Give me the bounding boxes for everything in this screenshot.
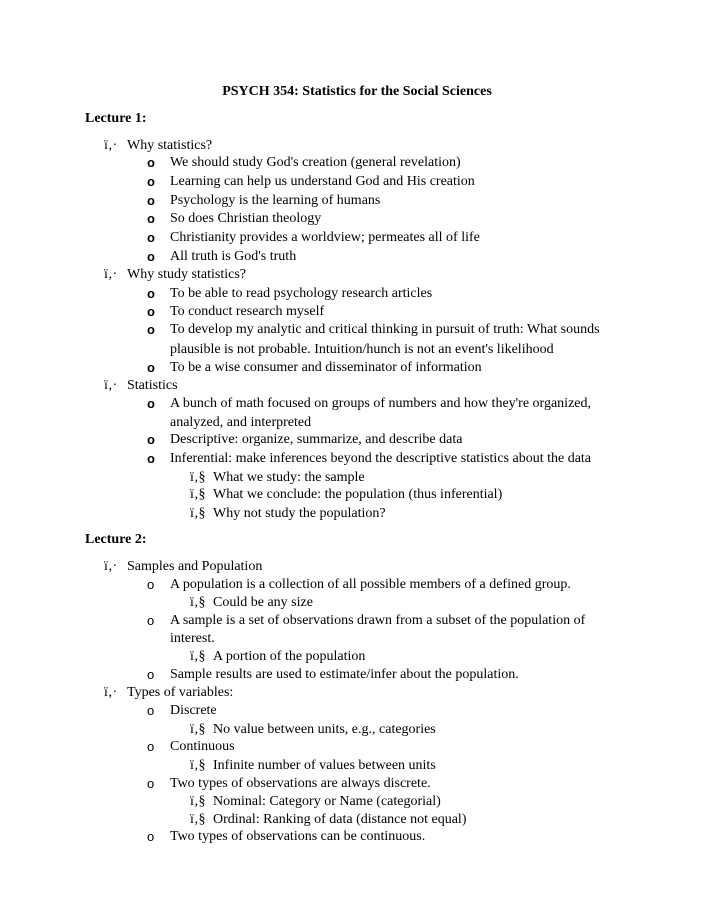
list-item: Two types of observations are always discrete. [170,776,431,791]
sub-sub-bullet-marker: ï‚§ [190,487,206,502]
list-item: Statistics [127,378,178,393]
list-item: All truth is God's truth [170,249,297,264]
sub-sub-bullet-marker: ï‚§ [190,794,206,809]
list-item-continuation: plausible is not probable. Intuition/hunch is not an event's likelihood [170,342,554,357]
sub-bullet-marker: o [147,667,155,682]
list-item: To conduct research myself [170,304,325,319]
sub-bullet-marker: o [147,230,155,245]
sub-bullet-marker: o [147,174,155,189]
list-item: A bunch of math focused on groups of numbers and how they're organized, [170,396,591,411]
list-item-continuation: interest. [170,631,215,646]
list-item: Nominal: Category or Name (categorial) [213,794,441,809]
list-item: What we study: the sample [213,470,365,485]
bullet-marker: ï‚· [104,559,118,574]
sub-sub-bullet-marker: ï‚§ [190,722,206,737]
sub-bullet-marker: o [147,396,155,411]
sub-bullet-marker: o [147,286,155,301]
sub-sub-bullet-marker: ï‚§ [190,506,206,521]
sub-bullet-marker: o [147,577,155,592]
sub-bullet-marker: o [147,304,155,319]
list-item: Descriptive: organize, summarize, and describe data [170,432,463,447]
sub-bullet-marker: o [147,776,155,791]
sub-sub-bullet-marker: ï‚§ [190,595,206,610]
list-item: To develop my analytic and critical thinking in pursuit of truth: What sounds [170,322,600,337]
list-item-continuation: analyzed, and interpreted [170,415,312,430]
sub-sub-bullet-marker: ï‚§ [190,812,206,827]
list-item: Sample results are used to estimate/infer about the population. [170,667,519,682]
sub-sub-bullet-marker: ï‚§ [190,649,206,664]
sub-bullet-marker: o [147,211,155,226]
bullet-marker: ï‚· [104,378,118,393]
list-item: Types of variables: [127,685,234,700]
list-item: A portion of the population [213,649,366,664]
list-item: Samples and Population [127,559,263,574]
list-item: Why statistics? [127,138,213,153]
list-item: A population is a collection of all possible members of a defined group. [170,577,571,592]
list-item: Ordinal: Ranking of data (distance not equal) [213,812,467,827]
list-item: Why not study the population? [213,506,386,521]
sub-bullet-marker: o [147,322,155,337]
list-item: Psychology is the learning of humans [170,193,381,208]
list-item: To be a wise consumer and disseminator of information [170,360,482,375]
lecture-2-heading: Lecture 2: [85,532,147,547]
sub-bullet-marker: o [147,360,155,375]
bullet-marker: ï‚· [104,138,118,153]
bullet-marker: ï‚· [104,685,118,700]
document-title: PSYCH 354: Statistics for the Social Sciences [222,84,492,99]
sub-bullet-marker: o [147,739,155,754]
list-item: Christianity provides a worldview; permeates all of life [170,230,480,245]
bullet-marker: ï‚· [104,267,118,282]
sub-bullet-marker: o [147,432,155,447]
sub-bullet-marker: o [147,613,155,628]
sub-sub-bullet-marker: ï‚§ [190,470,206,485]
list-item: Why study statistics? [127,267,246,282]
list-item: To be able to read psychology research articles [170,286,433,301]
sub-bullet-marker: o [147,703,155,718]
list-item: Continuous [170,739,235,754]
list-item: What we conclude: the population (thus inferential) [213,487,503,502]
list-item: We should study God's creation (general revelation) [170,155,461,170]
list-item: No value between units, e.g., categories [213,722,436,737]
list-item: Discrete [170,703,217,718]
sub-bullet-marker: o [147,451,155,466]
sub-bullet-marker: o [147,155,155,170]
sub-bullet-marker: o [147,193,155,208]
list-item: Could be any size [213,595,313,610]
list-item: So does Christian theology [170,211,322,226]
list-item: Inferential: make inferences beyond the descriptive statistics about the data [170,451,592,466]
lecture-1-heading: Lecture 1: [85,111,147,126]
list-item: Learning can help us understand God and His creation [170,174,475,189]
list-item: Infinite number of values between units [213,758,436,773]
sub-sub-bullet-marker: ï‚§ [190,758,206,773]
sub-bullet-marker: o [147,249,155,264]
list-item: Two types of observations can be continuous. [170,829,426,844]
list-item: A sample is a set of observations drawn from a subset of the population of [170,613,586,628]
sub-bullet-marker: o [147,829,155,844]
